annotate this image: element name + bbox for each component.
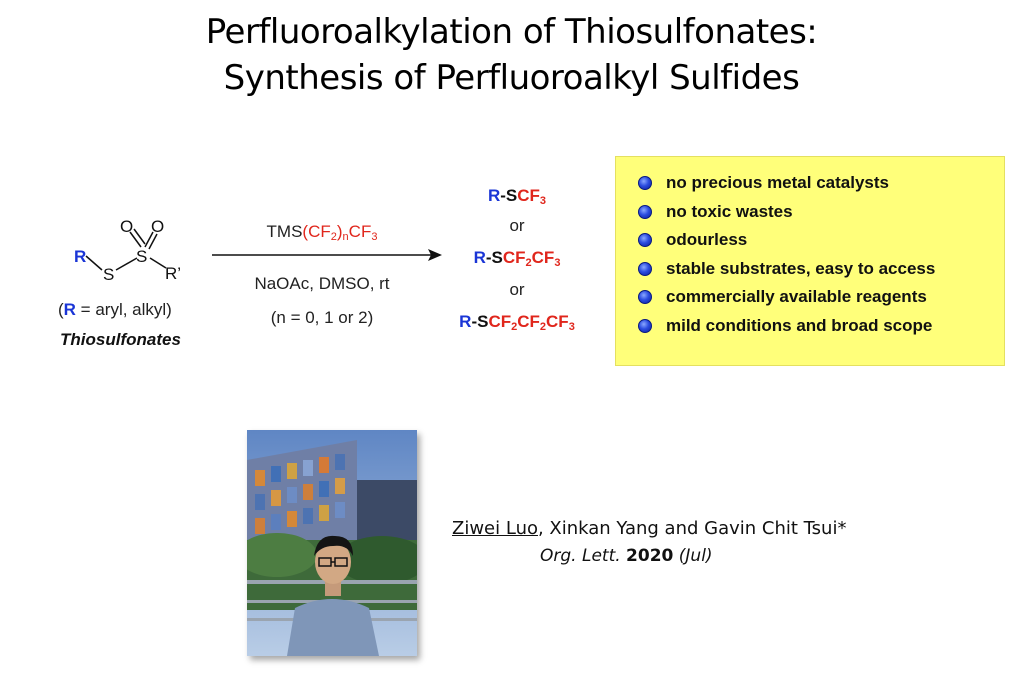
bond-s-r-prime <box>150 258 166 268</box>
journal-reference: Org. Lett. 2020 (Jul) <box>540 546 713 566</box>
atom-r-prime: R’ <box>165 264 182 283</box>
substrate-name: Thiosulfonates <box>60 330 181 349</box>
page-title-line-1: Perfluoroalkylation of Thiosulfonates: <box>205 12 818 52</box>
bond-r-s <box>86 256 102 270</box>
bullet-icon <box>638 205 652 219</box>
product-scf3: $R-SCF_3$ <box>487 186 547 207</box>
atom-o1: O <box>120 217 134 236</box>
bullet-icon <box>638 319 652 333</box>
advantage-item: no toxic wastes <box>638 198 1004 227</box>
bullet-icon <box>638 176 652 190</box>
author-photo <box>247 430 417 656</box>
advantage-item: mild conditions and broad scope <box>638 312 1004 341</box>
reagent-formula: $TMS(CF_2)_nCF_3$ <box>266 222 378 243</box>
bullet-icon <box>638 262 652 276</box>
conditions-line-2: (n = 0, 1 or 2) <box>270 308 374 327</box>
atom-r: R <box>74 247 87 266</box>
advantages-box <box>615 156 1005 366</box>
product-scf2cf3: $R-SCF_2CF_3$ <box>473 248 561 269</box>
advantage-item: no precious metal catalysts <box>638 169 1004 198</box>
atom-o2: O <box>151 217 165 236</box>
author-list: Ziwei Luo, Xinkan Yang and Gavin Chit Tsui* <box>452 518 847 539</box>
or-text-1: or <box>509 216 525 235</box>
bond-s-o1-b <box>134 229 145 244</box>
advantage-item: stable substrates, easy to access <box>638 255 1004 284</box>
bullet-icon <box>638 290 652 304</box>
advantage-item: odourless <box>638 226 1004 255</box>
substrate-label: (R = aryl, alkyl) <box>58 300 172 319</box>
bullet-icon <box>638 233 652 247</box>
advantage-item: commercially available reagents <box>638 283 1004 312</box>
or-text-2: or <box>509 280 525 299</box>
atom-s2: S <box>136 247 148 266</box>
product-scf2cf2cf3: $R-SCF_2CF_2CF_3$ <box>459 312 575 333</box>
conditions-line-1: NaOAc, DMSO, rt <box>254 274 390 293</box>
page-title-line-2: Synthesis of Perfluoroalkyl Sulfides <box>223 58 800 98</box>
bond-s-s <box>116 258 137 270</box>
atom-s1: S <box>103 265 115 284</box>
